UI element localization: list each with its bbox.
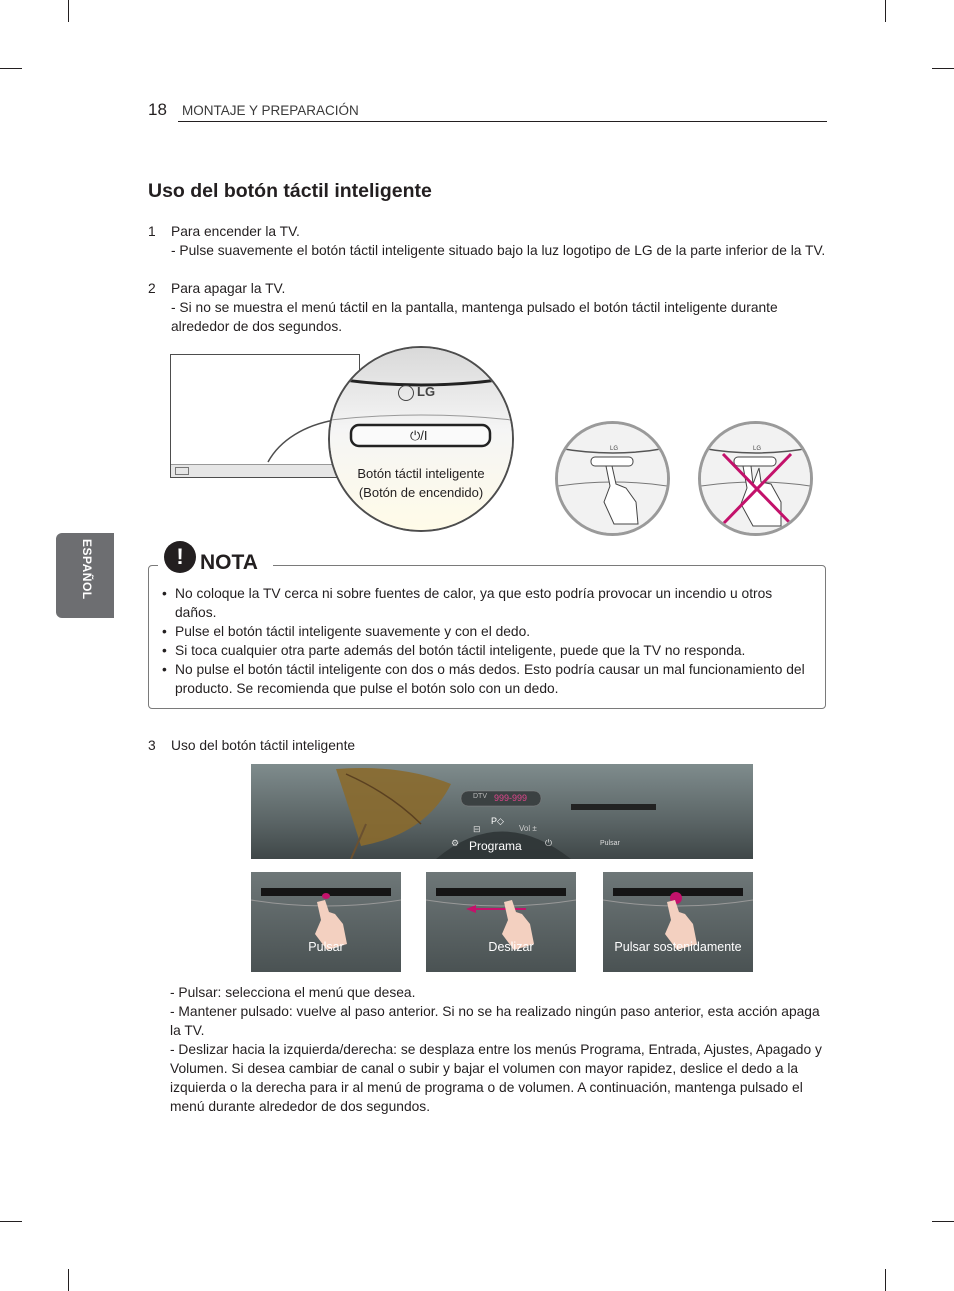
step-2 bbox=[171, 279, 827, 336]
crop-mark bbox=[0, 1221, 22, 1222]
crop-mark bbox=[68, 0, 69, 22]
lg-logo-mini: LG bbox=[753, 446, 762, 452]
step-detail: - Si no se muestra el menú táctil en la pantalla, mantenga pulsado el botón táctil inteligente durante alrededor de dos segundos. bbox=[171, 300, 778, 334]
gesture-panel-hold bbox=[603, 872, 753, 972]
description-line: - Deslizar hacia la izquierda/derecha: se desplaza entre los menús Programa, Entrada, Ajustes, Apagado y Volumen. Si desea cambiar de canal o subir y bajar el volumen con mayor rapidez, deslice el dedo a la izquierda o la derecha para ir al menú de programa o de volumen. A continuación, mantenga pulsado el menú durante alrededor de dos segundos. bbox=[170, 1042, 822, 1114]
crop-mark bbox=[885, 0, 886, 22]
press-label: Pulsar bbox=[600, 840, 620, 847]
tv-sensor bbox=[175, 467, 189, 475]
input-icon: ⊟ bbox=[473, 824, 481, 834]
crop-mark bbox=[932, 68, 954, 69]
gesture-hold-graphic bbox=[603, 872, 753, 972]
note-header bbox=[158, 541, 273, 581]
multi-finger-illustration bbox=[698, 421, 813, 536]
crop-mark bbox=[0, 68, 22, 69]
gesture-tap-graphic bbox=[251, 872, 401, 972]
section-header: MONTAJE Y PREPARACIÓN bbox=[182, 103, 359, 118]
step-number: 3 bbox=[148, 738, 156, 753]
note-bullet: • No pulse el botón táctil inteligente con dos o más dedos. Esto podría causar un mal funcionamiento del producto. Se recomienda que pulse el botón solo con un dedo. bbox=[162, 660, 812, 698]
note-bullets bbox=[162, 584, 812, 698]
page-title: Uso del botón táctil inteligente bbox=[148, 180, 432, 202]
one-finger-illustration bbox=[555, 421, 670, 536]
step-number: 1 bbox=[148, 224, 156, 239]
step-heading: Para apagar la TV. bbox=[171, 281, 286, 296]
callout-line: Botón táctil inteligente bbox=[357, 466, 485, 481]
step-detail: - Pulse suavemente el botón táctil inteligente situado bajo la luz logotipo de LG de la parte inferior de la TV. bbox=[171, 243, 826, 258]
description-line: - Mantener pulsado: vuelve al paso anterior. Si no se ha realizado ningún paso anterior, esta acción apaga la TV. bbox=[170, 1004, 820, 1038]
gesture-label: Deslizar bbox=[488, 940, 534, 954]
crop-mark bbox=[885, 1269, 886, 1291]
step-heading: Para encender la TV. bbox=[171, 224, 300, 239]
header-rule bbox=[178, 121, 827, 122]
gesture-panel-tap bbox=[251, 872, 401, 972]
crop-mark bbox=[68, 1269, 69, 1291]
one-finger-graphic bbox=[558, 424, 667, 533]
step-1 bbox=[171, 222, 831, 260]
gesture-swipe-graphic bbox=[426, 872, 576, 972]
note-heading: NOTA bbox=[200, 551, 258, 574]
warning-icon: ! bbox=[164, 541, 196, 573]
lg-logo-text: LG bbox=[417, 384, 436, 399]
language-tab-label: ESPAÑOL bbox=[80, 539, 94, 600]
language-tab bbox=[56, 533, 114, 618]
note-bullet: • Si toca cualquier otra parte además del botón táctil inteligente, puede que la TV no responda. bbox=[162, 641, 812, 660]
gesture-label: Pulsar sostenidamente bbox=[614, 940, 742, 954]
channel-tag: DTV bbox=[473, 793, 487, 800]
volume-label: Vol ± bbox=[519, 824, 537, 833]
callout-line: (Botón de encendido) bbox=[358, 485, 484, 500]
channel-number: 999-999 bbox=[494, 793, 528, 803]
button-zoom-circle bbox=[328, 346, 514, 532]
callout-caption bbox=[340, 464, 502, 502]
note-bullet: • No coloque la TV cerca ni sobre fuentes de calor, ya que esto podría provocar un incendio u otros daños. bbox=[162, 584, 812, 622]
step-3-text: Uso del botón táctil inteligente bbox=[171, 738, 356, 753]
gesture-descriptions bbox=[170, 983, 830, 1116]
lg-logo bbox=[398, 384, 435, 401]
gesture-label: Pulsar bbox=[308, 940, 344, 954]
power-symbol: ⏻/I bbox=[410, 428, 428, 443]
crop-mark bbox=[932, 1221, 954, 1222]
multi-finger-graphic bbox=[701, 424, 810, 533]
program-label: Programa bbox=[469, 839, 522, 853]
menu-screen-illustration bbox=[251, 764, 753, 859]
power-icon: ⏻ bbox=[545, 838, 553, 848]
page-number: 18 bbox=[148, 100, 167, 119]
note-bullet: • Pulse el botón táctil inteligente suavemente y con el dedo. bbox=[162, 622, 812, 641]
description-line: - Pulsar: selecciona el menú que desea. bbox=[170, 985, 416, 1000]
program-symbol: P◇ bbox=[491, 816, 504, 826]
settings-icon: ⚙ bbox=[451, 838, 460, 848]
lg-logo-mini: LG bbox=[610, 446, 619, 452]
gesture-panel-swipe bbox=[426, 872, 576, 972]
step-number: 2 bbox=[148, 281, 156, 296]
